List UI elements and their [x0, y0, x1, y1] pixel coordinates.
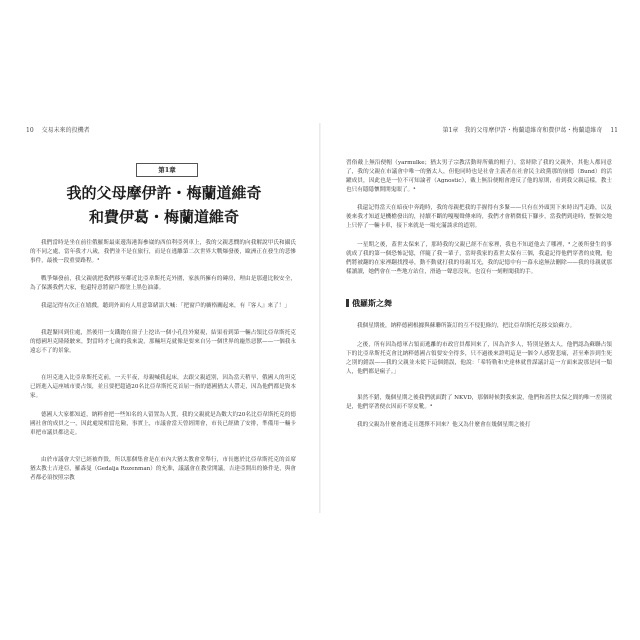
paragraph: 在坦克進入比亞韋斯托克前，一天半夜，母親喊我起床，去跟父親道別，因為當天稍早，俄國人的坦克已經進入這座城市要占領，並且要把超過20名比亞韋斯托克首屈一指的德國猶太人帶走，因為他們都是資本家。	[30, 374, 296, 399]
page-gutter	[319, 123, 321, 513]
right-page-number: 11	[610, 127, 618, 134]
paragraph: 我的父親為什麼會逃走且選擇不回來？他又為什麼會在幾個星期之後打	[357, 421, 531, 428]
left-running-title: 交易未來的投機者	[41, 127, 90, 134]
paragraph: 果然不錯，幾個星期之後我們就面對了 NKVD，那個時候對我來說，他們和蓋世太保之間的唯一差別就是，他們穿著便衣因而不穿皮靴。⁴	[346, 394, 612, 410]
chapter-title-line2: 和費伊葛・梅蘭道維奇	[88, 208, 239, 226]
paragraph: 一星期之後，蓋世太保來了，那時我的父親已經不在家裡，我也不知道他去了哪裡，³ 之後所發生的事就成了我的第一個恐怖記憶，伴隨了我一輩子，當時我家的蓋世太保有三個，我還記得他們穿著的皮靴，他們將被翻的在家裡翻找搜尋，動不動就打我的母親耳光，我的記憶中有一幕永遠無法刪除——我的母親就那樣讀讀，她們會在一些地方站住，滑過一聲惡沒吭，也沒有一刻輕聞我的手。	[346, 241, 612, 275]
paragraph: 我趕緊回到住處，然後用一支鐵鉋在窗子上挖出一個小孔往外窺視，結果看到第一輛占領比亞韋斯托克的德國坦克隆隆駛來，對當時才七歲的我來說，那輛坦克就像是要來自另一個世界的龐然惡獸——一個我永遠忘不了的景象。	[30, 329, 296, 354]
right-running-title: 第1章 我的父母摩伊許・梅蘭道維奇和費伊葛・梅蘭道維奇	[442, 127, 603, 134]
left-page	[16, 123, 312, 513]
chapter-title	[16, 181, 312, 229]
paragraph: 我還記得有次正在嬉戲，聽到外面有人用意第緒語大喊：「把窗戶的櫥格關起來，有『客人』來了！」	[41, 302, 290, 309]
section-heading	[346, 298, 392, 309]
section-marker	[346, 299, 349, 307]
paragraph: 習俗戴上無沿便帽（yarmulke；猶太男子宗教活動時所戴的帽子），當時除了我的父親外，其他人都同意了，我的父親在市議會中唯一的猶太人，但他同時也是社會主義者在社會民主政黨那的崩德（Bund）的活躍成員，因此也是一位不可知論者（Agnostic），戴上無沿便帽會違反了他的原則，看到我父親這樣，教士也只有隱隱懷開開鬼眼了。⁴	[346, 159, 612, 193]
paragraph: 之後，所有因為德軍占領而逃離的市政官員都回來了，因為許多人，特別是猶太人，他們認為蘇聯占領下的比亞韋斯托克會比納粹德國占領要安全得多，只不過後來證明這是一個令人感覺悲痛，甚至牽涉到生死之別的錯誤——我的父親並未從下這個錯誤，他說：「希特勒和史達林就曾謀議計這一方面來說那是同一類人，他們都是瘋子。」	[346, 341, 612, 375]
section-title: 俄羅斯之舞	[352, 299, 392, 308]
paragraph: 德國人大家都知道，納粹會把一些知名的人留置為人質，我的父親就是為數大約20名比亞韋斯托克的德國社會的成員之一，因此處境相當危險，事實上，市議會當天曾經開會，市長已經做了安排，準備用一輛卡車把市議員都送走。	[30, 411, 296, 436]
paragraph: 我還記得當天在暗夜中奔跑時，我的母親把我的手握得有多緊——只有在外頭黑下來時出門走路，以及後來我才知道是機槍發出的，持續不斷的嘎嘎聲傳來時，我們才會稍微低下腳步，當我們到達時，整個交地上只停了一輛卡車，接下來就是一場充滿談求的道別。	[346, 204, 612, 229]
paragraph: 我們當時是坐在前往俄羅斯最東邊海港海參崴的西伯利亞列車上，我的父親悲憫的向我解說甲氏和攝氏的不同之處，當年我才八歲，我們並不是在旅行，而是在逃離第二次世界大戰爆發後，歐洲正在發生的悲慘事件，最後一段重要路程。³	[30, 239, 296, 264]
book-spread	[12, 123, 628, 513]
chapter-title-line1: 我的父母摩伊許・梅蘭道維奇	[66, 184, 262, 202]
paragraph: 由於市議會大堂已經被炸毀，所以那個集會是在市內大猶太教會堂舉行，市長應於比亞韋斯托克的首席猶太教士吉達亞，羅森曼（Gedalja Rozenman）的允准，議議會在教堂開議，吉達亞開出的條件是，與會者都必須按照宗教	[30, 456, 296, 481]
right-page	[332, 123, 628, 513]
left-running-head	[20, 125, 90, 134]
paragraph: 戰爭爆發前，我父親就把我們移至鄰近比亞韋斯托克外圍，家族所擁有的磚房，理由是那邊比較安全，為了保護我們大家，他還特意將窗戶都塗上黑色油漆。	[30, 275, 296, 291]
left-page-number: 10	[26, 127, 34, 134]
paragraph: 我個星期後，納粹德國根據與蘇聯所簽訂的互不侵犯條約，把比亞韋斯托克移交給蘇方。	[357, 322, 576, 329]
chapter-label: 第1章	[136, 163, 198, 177]
right-running-head	[443, 125, 624, 134]
